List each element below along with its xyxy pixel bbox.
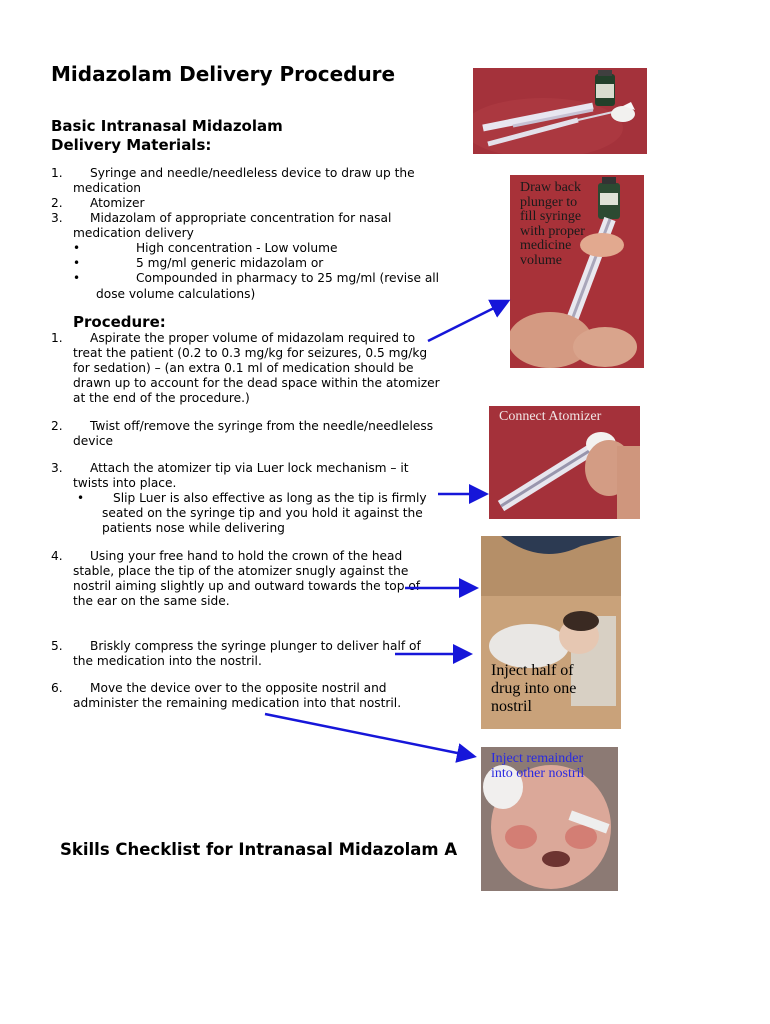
connect-atomizer-caption: Connect Atomizer xyxy=(499,409,602,424)
step-text: Move the device over to the opposite nostril and xyxy=(90,681,387,695)
step-text: Twist off/remove the syringe from the needle/needleless xyxy=(90,419,434,433)
materials-heading-line2: Delivery Materials: xyxy=(51,136,212,154)
procedure-heading: Procedure: xyxy=(73,313,166,331)
step-text: Aspirate the proper volume of midazolam required to xyxy=(90,331,416,345)
list-item-cont: medication xyxy=(73,181,142,195)
bullet-icon: • xyxy=(77,491,85,505)
step-text: the medication into the nostril. xyxy=(73,654,262,668)
step-text: administer the remaining medication into that nostril. xyxy=(73,696,402,710)
step-text: Attach the atomizer tip via Luer lock mechanism – it xyxy=(90,461,409,475)
step-text: drawn up to account for the dead space within the atomizer xyxy=(73,376,440,390)
bullet-icon: • xyxy=(73,271,81,285)
list-item: Syringe and needle/needleless device to draw up the xyxy=(90,166,415,180)
step-bullet-text: seated on the syringe tip and you hold it against the xyxy=(102,506,423,520)
bullet-icon: • xyxy=(73,241,81,255)
step-number: 1. xyxy=(51,331,63,345)
list-item: Midazolam of appropriate concentration for nasal xyxy=(90,211,392,225)
materials-heading-line1: Basic Intranasal Midazolam xyxy=(51,117,283,135)
page-title: Midazolam Delivery Procedure xyxy=(51,62,396,86)
arrow-draw-back xyxy=(428,302,506,341)
list-number: 3. xyxy=(51,211,63,225)
step-text: Using your free hand to hold the crown of the head xyxy=(90,549,403,563)
step-number: 4. xyxy=(51,549,63,563)
bullet-icon: • xyxy=(73,256,81,270)
list-number: 2. xyxy=(51,196,63,210)
list-number: 1. xyxy=(51,166,63,180)
draw-back-caption: Draw back plunger to fill syringe with proper medicine volume xyxy=(520,180,585,268)
step-number: 5. xyxy=(51,639,63,653)
step-text: for sedation) – (an extra 0.1 ml of medication should be xyxy=(73,361,414,375)
step-text: the ear on the same side. xyxy=(73,594,230,608)
step-bullet-text: Slip Luer is also effective as long as the tip is firmly xyxy=(113,491,427,505)
checklist-heading: Skills Checklist for Intranasal Midazolam A xyxy=(60,840,458,859)
sub-list-item: 5 mg/ml generic midazolam or xyxy=(136,256,324,270)
step-number: 6. xyxy=(51,681,63,695)
step-text: Briskly compress the syringe plunger to deliver half of xyxy=(90,639,421,653)
step-number: 3. xyxy=(51,461,63,475)
step-text: device xyxy=(73,434,114,448)
sub-list-item-cont: dose volume calculations) xyxy=(96,287,256,301)
step-text: twists into place. xyxy=(73,476,177,490)
sub-list-item: Compounded in pharmacy to 25 mg/ml (revise all xyxy=(136,271,440,285)
step-text: treat the patient (0.2 to 0.3 mg/kg for seizures, 0.5 mg/kg xyxy=(73,346,428,360)
step-text: at the end of the procedure.) xyxy=(73,391,250,405)
step-text: nostril aiming slightly up and outward towards the top of xyxy=(73,579,421,593)
inject-remainder-caption: Inject remainder into other nostril xyxy=(491,751,585,781)
list-item: Atomizer xyxy=(90,196,145,210)
step-number: 2. xyxy=(51,419,63,433)
inject-half-caption: Inject half of drug into one nostril xyxy=(491,662,577,715)
sub-list-item: High concentration - Low volume xyxy=(136,241,338,255)
step-bullet-text: patients nose while delivering xyxy=(102,521,285,535)
arrow-inject-remainder xyxy=(265,714,472,756)
step-text: stable, place the tip of the atomizer snugly against the xyxy=(73,564,409,578)
list-item-cont: medication delivery xyxy=(73,226,194,240)
